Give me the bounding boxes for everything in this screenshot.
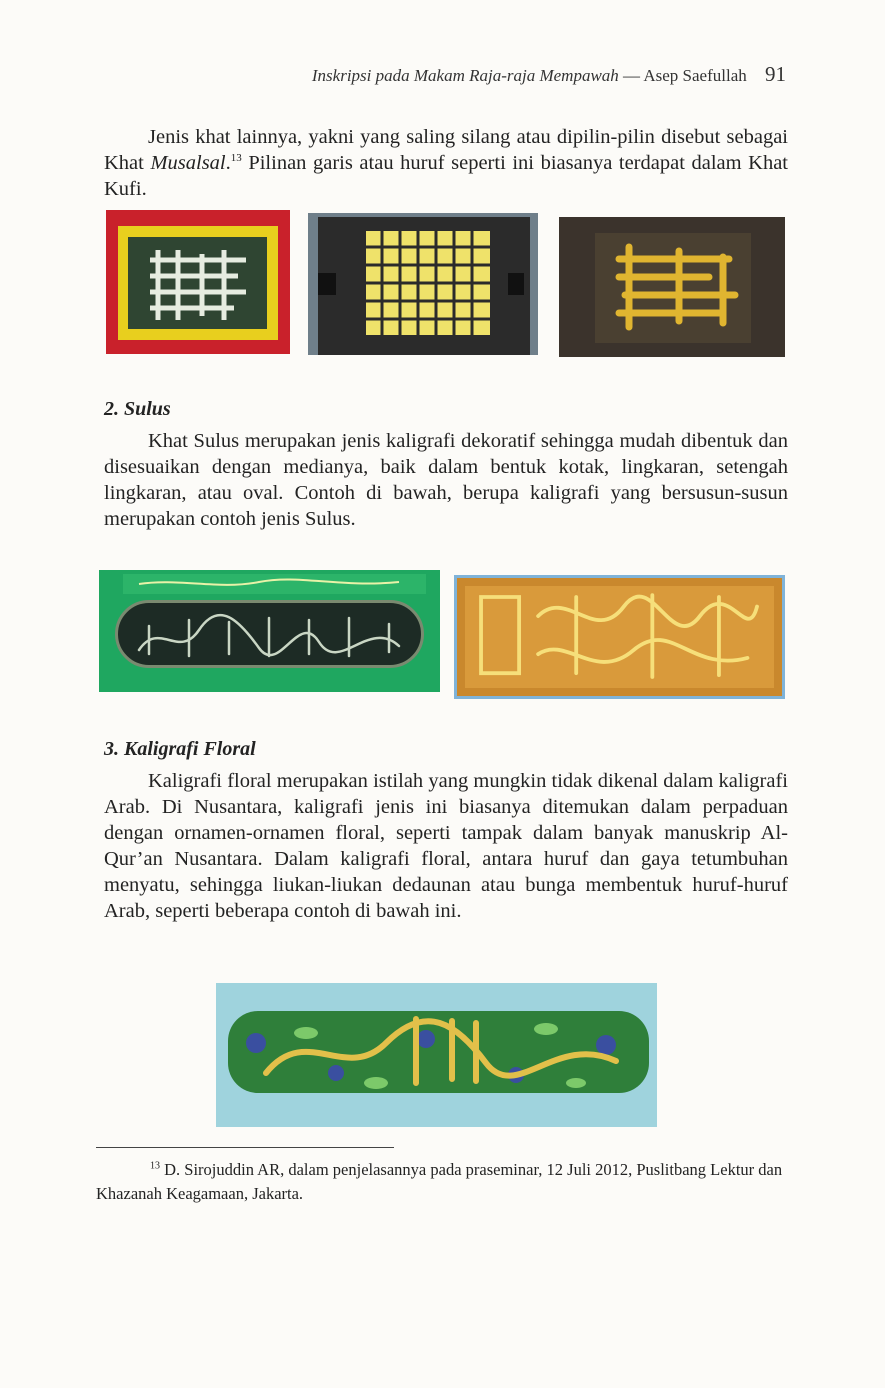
running-title: Inskripsi pada Makam Raja-raja Mempawah: [311, 66, 619, 85]
musalsal-image-red-frame: [106, 210, 290, 354]
musalsal-term: Musalsal: [150, 152, 226, 174]
intro-text-after: Pilinan garis atau huruf seperti ini biasanya terdapat dalam Khat Kufi.: [104, 152, 788, 200]
intro-paragraph: Jenis khat lainnya, yakni yang saling silang atau dipilin-pilin disebut sebagai Khat Musalsal.$^{13}$ Pilinan garis atau huruf seperti ini biasanya terdapat dalam Khat Kufi.: [104, 126, 788, 200]
floral-heading: 3. Kaligrafi Floral: [104, 738, 256, 760]
sulus-text: Khat Sulus merupakan jenis kaligrafi dekoratif sehingga mudah dibentuk dan disesuaikan dengan medianya, baik dalam bentuk kotak, lingkaran, setengah lingkaran, atau oval. Contoh di bawah, berupa kaligrafi yang bersusun-susun merupakan contoh jenis Sulus.: [104, 430, 788, 530]
header-author: Asep Saefullah: [643, 66, 747, 85]
gold-kufi-icon: [559, 217, 785, 357]
running-header: [104, 62, 786, 87]
floral-paragraph: [104, 768, 788, 924]
sulus-heading: 2. Sulus: [104, 398, 171, 420]
sulus-image-green-plaque: [99, 570, 440, 692]
footnote: [96, 1158, 786, 1206]
footnote-number: 13: [150, 1160, 160, 1172]
musalsal-image-gold-wood: [559, 217, 785, 357]
lattice-pattern-icon: [308, 213, 538, 355]
musalsal-image-yellow-lattice: [308, 213, 538, 355]
kufi-pattern-icon: [106, 210, 290, 354]
header-separator: —: [623, 66, 641, 85]
sulus-paragraph: [104, 428, 788, 532]
footnote-reference: 13: [230, 152, 242, 165]
sulus-calligraphy-icon: [99, 570, 440, 692]
intro-text-before: Jenis khat lainnya, yakni yang saling silang atau dipilin-pilin disebut sebagai Khat: [104, 126, 788, 174]
footnote-divider: [96, 1147, 394, 1148]
page-number: 91: [765, 62, 786, 86]
footnote-text: D. Sirojuddin AR, dalam penjelasannya pada praseminar, 12 Juli 2012, Puslitbang Lektur dan Khazanah Keagamaan, Jakarta.: [96, 1160, 783, 1203]
floral-text: Kaligrafi floral merupakan istilah yang mungkin tidak dikenal dalam kaligrafi Arab. Di Nusantara, kaligrafi jenis ini biasanya ditemukan dalam perpaduan dengan ornamen-ornamen floral, seperti tampak dalam banyak manuskrip Al-Qur’an Nusantara. Dalam kaligrafi floral, antara huruf dan gaya tetumbuhan menyatu, sehingga liukan-liukan dedaunan atau bunga membentuk huruf-huruf Arab, seperti beberapa contoh di bawah ini.: [104, 770, 788, 922]
floral-calligraphy-icon: [216, 983, 657, 1127]
floral-calligraphy-image: [216, 983, 657, 1127]
sulus-carved-icon: [457, 578, 782, 696]
sulus-image-gold-panel: [454, 575, 785, 699]
